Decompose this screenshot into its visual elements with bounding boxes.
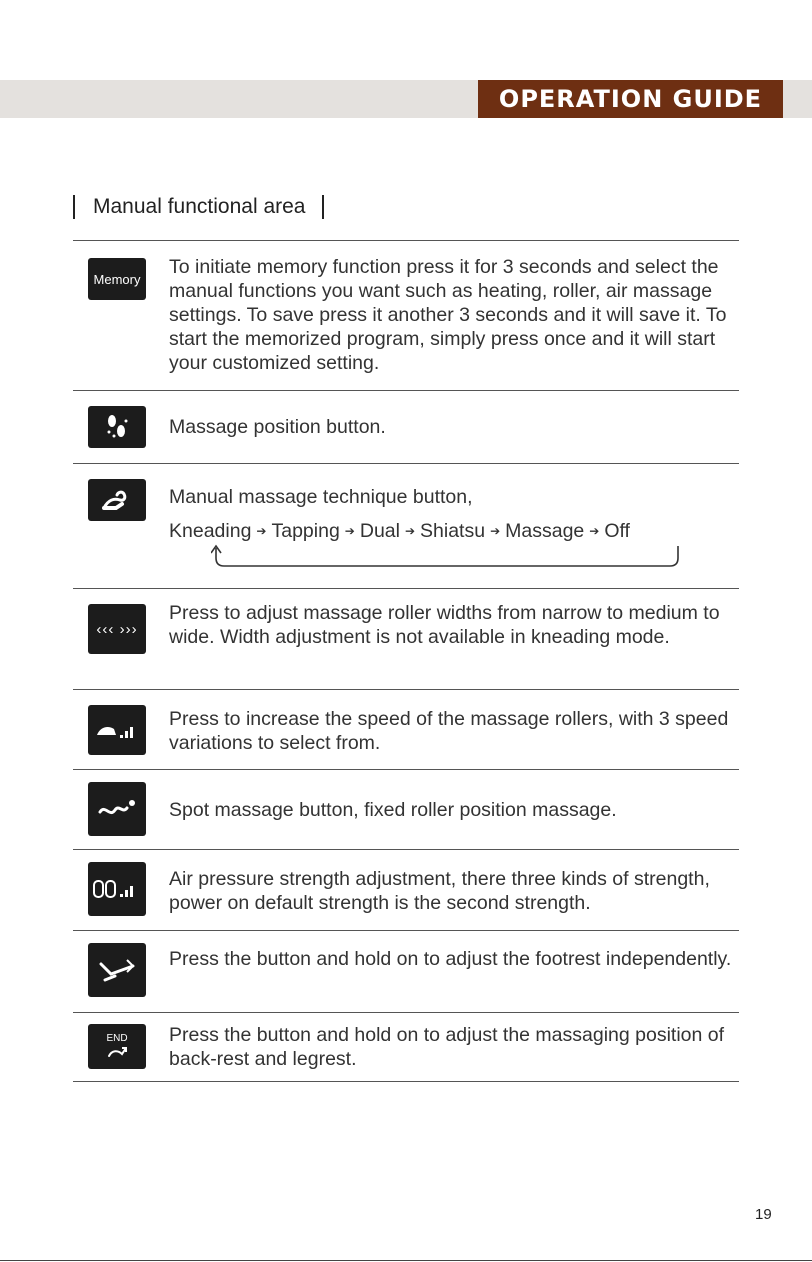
sequence-step: Kneading: [169, 520, 252, 542]
sequence-step: Off: [604, 520, 630, 542]
section-heading-text: Manual functional area: [93, 195, 306, 218]
roller-width-icon: ‹‹‹ ›››: [88, 604, 146, 654]
technique-sequence: [169, 519, 739, 543]
function-row-roller-speed: [73, 690, 739, 770]
function-row-recline: [73, 1013, 739, 1082]
function-row-footrest: [73, 931, 739, 1013]
function-description: Manual massage technique button,: [169, 486, 473, 508]
heading-bar-right: [322, 195, 324, 219]
sequence-step: Massage: [505, 520, 585, 542]
arrow-right-icon: ➔: [404, 524, 416, 538]
memory-icon: [88, 258, 146, 300]
recline-end-icon: [88, 1024, 146, 1069]
function-list: [73, 240, 739, 1082]
massage-hand-icon: [88, 479, 146, 521]
arrow-right-icon: ➔: [256, 524, 267, 538]
spot-massage-icon: [88, 782, 146, 836]
page-number: 19: [755, 1206, 772, 1223]
function-description: Press the button and hold on to adjust the massaging position of back-rest and legrest.: [169, 1024, 725, 1070]
arrow-right-icon: ➔: [490, 524, 501, 538]
function-row-massage-technique: [73, 464, 739, 589]
function-description: Massage position button.: [169, 416, 386, 438]
roller-speed-icon: [88, 705, 146, 755]
footprints-icon: [88, 406, 146, 448]
page-title: OPERATION GUIDE: [478, 80, 783, 118]
function-description: To initiate memory function press it for 3 seconds and select the manual functions you want such as heating, roller, air massage settings. To save press it another 3 seconds and it will save it. To start the memorized program, simply press once and it will start your customized setting.: [169, 256, 727, 374]
sequence-step: Tapping: [271, 520, 340, 542]
function-description: Press the button and hold on to adjust the footrest independently.: [169, 948, 732, 970]
loop-back-arrow-icon: [211, 544, 681, 572]
footrest-icon: [88, 943, 146, 997]
function-description: Press to increase the speed of the massage rollers, with 3 speed variations to select from.: [169, 708, 729, 754]
function-row-air-pressure: [73, 850, 739, 931]
function-row-memory: [73, 241, 739, 391]
air-pressure-icon: [88, 862, 146, 916]
function-description: Spot massage button, fixed roller position massage.: [169, 799, 617, 821]
sequence-step: Shiatsu: [420, 520, 486, 542]
function-description: Air pressure strength adjustment, there three kinds of strength, power on default strength is the second strength.: [169, 868, 710, 914]
sequence-step: Dual: [359, 520, 400, 542]
arrow-right-icon: ➔: [589, 524, 600, 538]
function-row-massage-position: [73, 391, 739, 464]
footer-rule: [0, 1260, 812, 1261]
function-description: Press to adjust massage roller widths from narrow to medium to wide. Width adjustment is not available in kneading mode.: [169, 602, 720, 648]
section-heading: [73, 192, 324, 222]
memory-icon-label: Memory: [93, 271, 141, 287]
end-icon-label: END: [106, 1033, 128, 1044]
function-row-roller-width: [73, 589, 739, 690]
arrow-right-icon: ➔: [344, 524, 355, 538]
function-row-spot-massage: [73, 770, 739, 850]
